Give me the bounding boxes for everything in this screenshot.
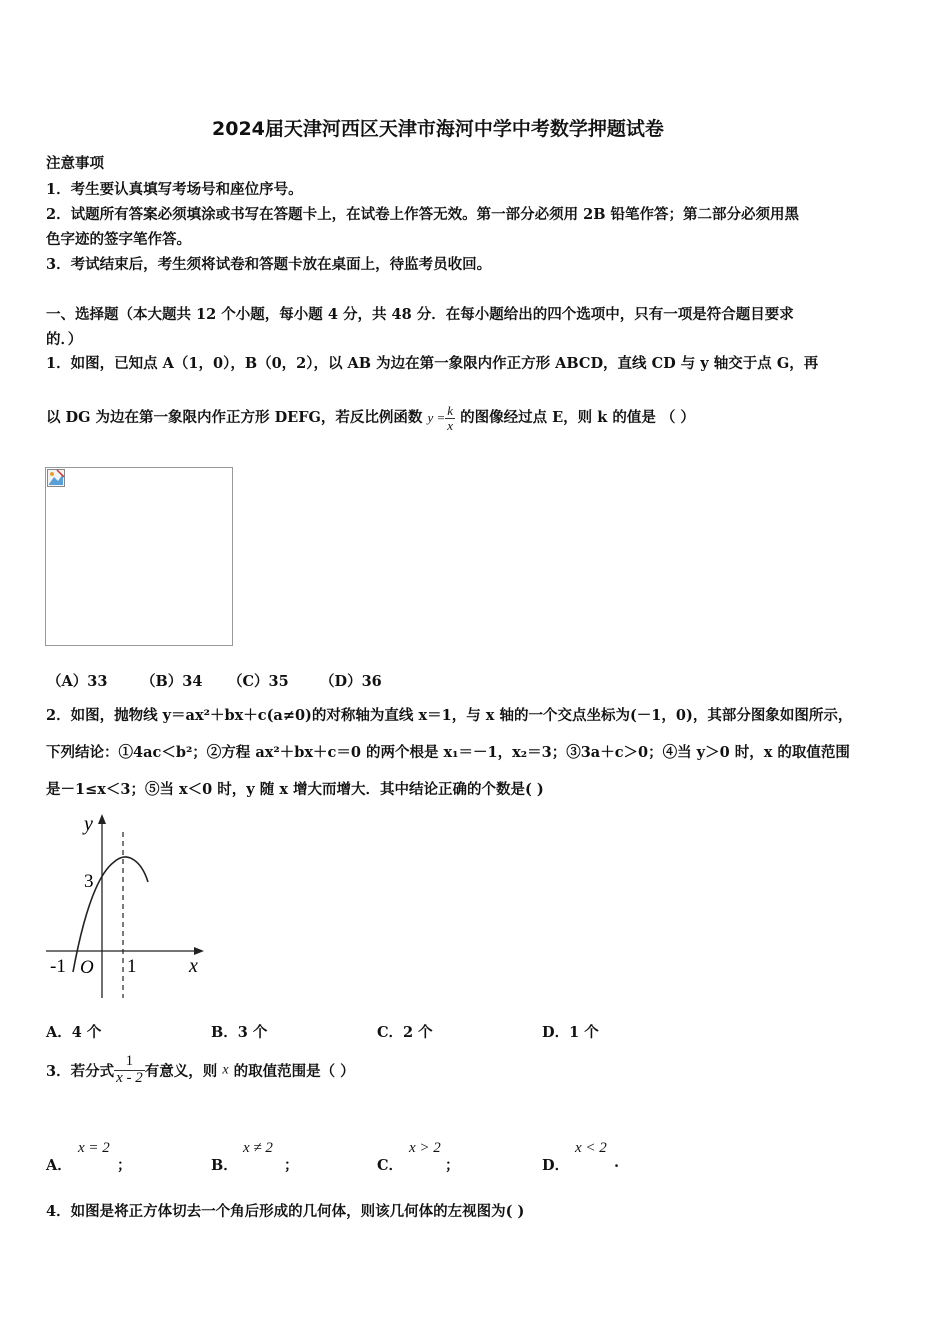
q1-option-d: （D）36 — [320, 673, 382, 690]
section1-header: 一、选择题（本大题共 12 个小题，每小题 4 分，共 48 分．在每小题给出的四个选项中，只有一项是符合题目要求 — [46, 306, 794, 323]
q3-option-d-end: . — [614, 1154, 620, 1171]
q1-text-post: 的图像经过点 E，则 k 的值是 （ ） — [455, 409, 695, 427]
q3-text — [46, 1054, 355, 1087]
q3-option-b-label: B． — [211, 1157, 238, 1174]
q1-option-b: （B）34 — [141, 673, 203, 690]
page-title: 2024届天津河西区天津市海河中学中考数学押题试卷 — [212, 118, 664, 140]
graph-origin-label: O — [80, 957, 94, 978]
q1-formula-numerator: k — [447, 403, 454, 418]
graph-y-label: y — [84, 813, 93, 835]
q1-formula-fraction — [445, 404, 455, 432]
q2-text-line2: 下列结论：①4ac＜b²；②方程 ax²＋bx＋c＝0 的两个根是 x₁＝－1，x₂＝3；③3a＋c＞0；④当 y＞0 时，x 的取值范围 — [46, 744, 850, 761]
q3-text-post2: 的取值范围是（ ） — [228, 1062, 355, 1080]
q1-option-c: （C）35 — [228, 673, 289, 690]
q1-option-a: （A）33 — [47, 673, 108, 690]
q1-formula-lhs: y = — [427, 410, 446, 426]
q3-option-c-end: ； — [445, 1157, 460, 1174]
q2-option-a: A．4 个 — [46, 1024, 102, 1041]
q3-option-a-math: x = 2 — [78, 1140, 110, 1156]
q1-text-line2 — [46, 404, 695, 432]
q3-variable: x — [222, 1062, 229, 1078]
q1-figure-placeholder — [45, 467, 233, 646]
q3-fraction — [114, 1054, 145, 1087]
graph-tick-1: 1 — [127, 956, 137, 977]
q2-option-c: C．2 个 — [377, 1024, 433, 1041]
q3-fraction-numerator: 1 — [114, 1054, 145, 1071]
q1-text-line1: 1．如图，已知点 A（1，0），B（0，2），以 AB 为边在第一象限内作正方形 ABCD，直线 CD 与 y 轴交于点 G，再 — [46, 355, 819, 372]
broken-image-icon — [47, 469, 65, 487]
graph-tick-neg1: -1 — [50, 956, 66, 977]
graph-tick-3: 3 — [84, 871, 94, 892]
q3-option-c-label: C． — [377, 1157, 404, 1174]
q2-text-line1: 2．如图，抛物线 y＝ax²＋bx＋c(a≠0)的对称轴为直线 x＝1，与 x 轴的一个交点坐标为(－1，0)，其部分图象如图所示， — [46, 707, 853, 724]
q1-formula-denominator: x — [447, 417, 454, 433]
q3-text-pre: 3．若分式 — [46, 1062, 115, 1080]
q3-option-a-label: A． — [46, 1157, 72, 1174]
graph-y-arrow — [98, 814, 106, 824]
q4-text: 4．如图是将正方体切去一个角后形成的几何体，则该几何体的左视图为( ) — [46, 1203, 525, 1220]
notice-item-2: 2．试题所有答案必须填涂或书写在答题卡上，在试卷上作答无效。第一部分必须用 2B 铅笔作答；第二部分必须用黑 — [46, 206, 800, 223]
q1-text-pre: 以 DG 为边在第一象限内作正方形 DEFG，若反比例函数 — [46, 409, 428, 427]
graph-x-label: x — [189, 955, 198, 977]
q3-option-b-end: ； — [284, 1157, 299, 1174]
q2-option-d: D．1 个 — [542, 1024, 599, 1041]
section1-header-cont: 的．） — [46, 331, 83, 348]
notice-heading: 注意事项 — [46, 155, 104, 172]
q2-text-line3: 是－1≤x＜3；⑤当 x＜0 时，y 随 x 增大而增大．其中结论正确的个数是( ) — [46, 781, 544, 798]
graph-x-arrow — [194, 947, 204, 955]
q3-option-c-math: x > 2 — [409, 1140, 441, 1156]
q3-fraction-denominator: x - 2 — [116, 1069, 143, 1086]
q3-option-d-label: D． — [542, 1157, 570, 1174]
q3-option-b-math: x ≠ 2 — [243, 1140, 273, 1156]
q3-option-a-end: ； — [117, 1157, 132, 1174]
q2-option-b: B．3 个 — [211, 1024, 268, 1041]
notice-item-3: 3．考试结束后，考生须将试卷和答题卡放在桌面上，待监考员收回。 — [46, 256, 492, 273]
q2-parabola-graph — [40, 810, 215, 1005]
q3-text-post1: 有意义，则 — [144, 1062, 223, 1080]
notice-item-1: 1．考生要认真填写考场号和座位序号。 — [46, 181, 303, 198]
notice-item-2-cont: 色字迹的签字笔作答。 — [46, 231, 191, 248]
q3-option-d-math: x < 2 — [575, 1140, 607, 1156]
